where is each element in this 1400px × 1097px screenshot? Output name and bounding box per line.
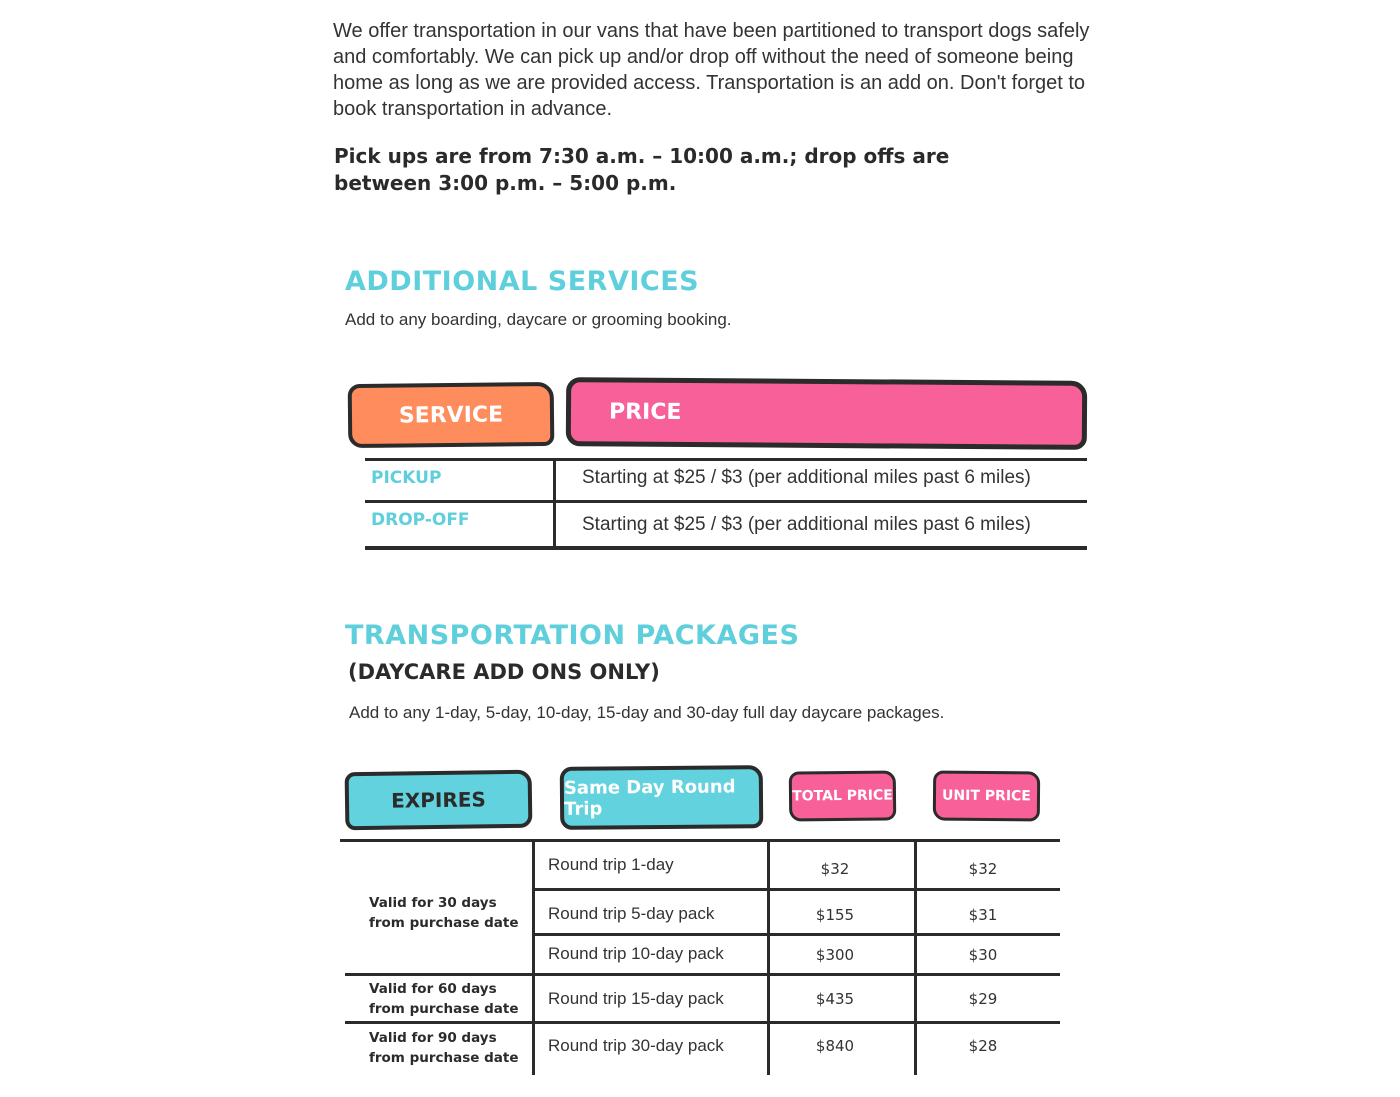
- package-total-price: $435: [815, 990, 855, 1008]
- additional-services-subtitle: Add to any boarding, daycare or grooming booking.: [345, 310, 732, 329]
- pickup-dropoff-hours: Pick ups are from 7:30 a.m. – 10:00 a.m.; drop offs are between 3:00 p.m. – 5:00 p.m.: [334, 144, 950, 195]
- package-unit-price: $31: [968, 906, 998, 924]
- round-trip-column-header: Same Day Round Trip: [560, 765, 764, 830]
- package-trip: Round trip 5-day pack: [548, 904, 715, 923]
- service-column-header: SERVICE: [348, 382, 555, 448]
- table-row: [365, 503, 1087, 547]
- expiry-line: from purchase date: [369, 1050, 519, 1066]
- additional-services-title: ADDITIONAL SERVICES: [345, 266, 700, 297]
- table-rule: [345, 1021, 1060, 1024]
- packages-subtitle: (DAYCARE ADD ONS ONLY): [348, 660, 660, 684]
- package-total-price: $32: [820, 860, 850, 878]
- package-trip: Round trip 1-day: [548, 855, 674, 874]
- packages-title: TRANSPORTATION PACKAGES: [345, 620, 800, 651]
- package-unit-price: $30: [968, 946, 998, 964]
- package-unit-price: $29: [968, 990, 998, 1008]
- packages-description: Add to any 1-day, 5-day, 10-day, 15-day and 30-day full day daycare packages.: [349, 703, 945, 722]
- expiry-line: Valid for 30 days: [369, 895, 497, 911]
- package-trip: Round trip 30-day pack: [548, 1036, 724, 1055]
- expiry-group-90-days: [369, 1028, 529, 1068]
- table-divider: [532, 839, 535, 1075]
- service-name: PICKUP: [371, 468, 442, 488]
- package-unit-price: $32: [968, 860, 998, 878]
- package-trip: Round trip 15-day pack: [548, 989, 724, 1008]
- table-rule: [533, 933, 1060, 936]
- total-price-column-header: TOTAL PRICE: [789, 770, 897, 821]
- package-total-price: $840: [815, 1037, 855, 1055]
- unit-price-column-header: UNIT PRICE: [933, 771, 1040, 822]
- package-total-price: $300: [815, 946, 855, 964]
- package-unit-price: $28: [968, 1037, 998, 1055]
- expires-column-header: EXPIRES: [345, 770, 533, 831]
- price-column-header: PRICE: [566, 377, 1087, 450]
- intro-paragraph: We offer transportation in our vans that have been partitioned to transport dogs safely and comfortably. We can pick up and/or drop off without the need of someone being home as long as we are provided access. Transportation is an add on. Don't forget to book transportation in advance.: [333, 20, 1090, 120]
- package-total-price: $155: [815, 906, 855, 924]
- expiry-line: from purchase date: [369, 1001, 519, 1017]
- table-rule: [533, 888, 1060, 891]
- expiry-group-30-days: [369, 893, 529, 933]
- table-rule: [340, 839, 1060, 842]
- service-name: DROP-OFF: [371, 510, 470, 530]
- service-price: Starting at $25 / $3 (per additional miles past 6 miles): [582, 467, 1031, 488]
- expiry-line: Valid for 90 days: [369, 1030, 497, 1046]
- service-price: Starting at $25 / $3 (per additional miles past 6 miles): [582, 514, 1031, 535]
- table-row: [365, 460, 1087, 504]
- table-rule: [345, 973, 1060, 976]
- package-trip: Round trip 10-day pack: [548, 944, 724, 963]
- expiry-line: from purchase date: [369, 915, 519, 931]
- expiry-group-60-days: [369, 979, 529, 1019]
- expiry-line: Valid for 60 days: [369, 981, 497, 997]
